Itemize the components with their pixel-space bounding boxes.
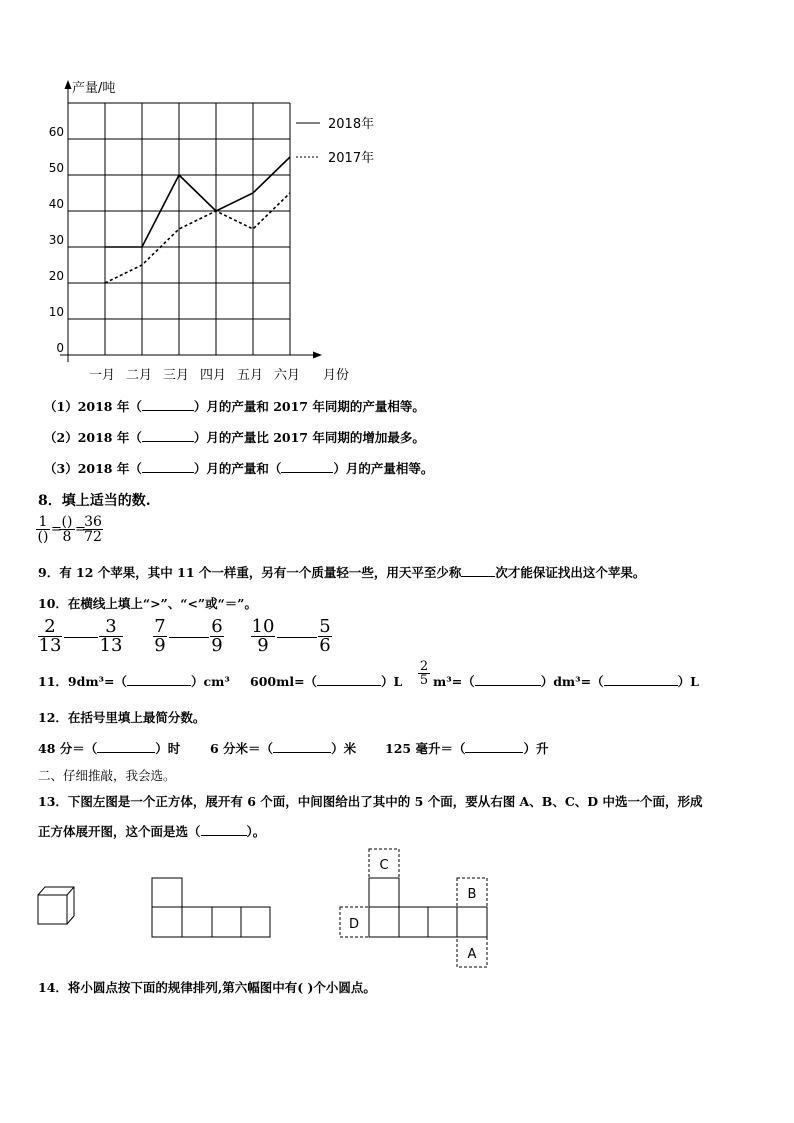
q10-p1-compare-line[interactable]	[64, 637, 98, 638]
x-axis-arrow	[313, 352, 322, 359]
q10-p3-compare-line[interactable]	[277, 637, 317, 638]
q10-p3-left-fraction: 10 9	[251, 616, 275, 656]
q11-fraction: 2 5	[419, 659, 429, 688]
answer-blank[interactable]	[201, 823, 247, 836]
q13-figures	[0, 840, 560, 970]
q12-part-a: 48 分＝（ ）时	[38, 741, 181, 756]
legend-label-2017: 2017年	[328, 151, 375, 166]
q14-text: 14．将小圆点按下面的规律排列,第六幅图中有( )个小圆点。	[38, 980, 376, 995]
x-tick-label: 六月	[273, 368, 301, 383]
q8-fraction-2: () 8	[59, 515, 75, 544]
x-tick-label: 三月	[162, 368, 190, 383]
q7-sub3: （3）2018 年（ ）月的产量和（ ）月的产量相等。	[44, 461, 434, 476]
q10-p2-compare-line[interactable]	[169, 637, 209, 638]
y-axis-arrow	[65, 80, 72, 89]
series-line-2018	[105, 157, 290, 247]
q7-sub1: （1）2018 年（ ）月的产量和 2017 年同期的产量相等。	[44, 399, 425, 414]
partial-net-figure	[152, 878, 270, 937]
q8-title: 8．填上适当的数.	[38, 493, 151, 509]
answer-blank[interactable]	[281, 460, 333, 473]
answer-blank[interactable]	[273, 740, 331, 753]
answer-blank[interactable]	[317, 673, 381, 686]
q12-title: 12．在括号里填上最简分数。	[38, 710, 206, 725]
legend-label-2018: 2018年	[328, 117, 375, 132]
q13-line1: 13．下图左图是一个正方体，展开有 6 个面，中间图给出了其中的 5 个面，要从右图 A、B、C、D 中选一个面，形成	[38, 794, 703, 809]
option-b-label[interactable]: B	[467, 887, 477, 902]
q10-p1-left-fraction: 2 13	[38, 616, 62, 656]
q8-fraction-1: 1 ()	[37, 514, 49, 545]
x-tick-label: 二月	[125, 368, 153, 383]
answer-blank[interactable]	[142, 398, 194, 411]
option-d-label[interactable]: D	[348, 917, 360, 932]
section-2-title: 二、仔细推敲，我会选。	[38, 768, 176, 783]
q10-p2-right-fraction: 6 9	[211, 616, 223, 656]
answer-blank[interactable]	[461, 564, 495, 577]
q13-line2: 正方体展开图，这个面是选（ ）。	[38, 824, 266, 839]
q10-p2-left-fraction: 7 9	[154, 616, 166, 656]
q12-part-c: 125 毫升＝（ ）升	[385, 741, 549, 756]
q10-p1-right-fraction: 3 13	[99, 616, 123, 656]
q10-p3-right-fraction: 5 6	[319, 616, 331, 656]
q8-equals-1: =	[51, 522, 62, 537]
q11-part-c: m³=（ ）dm³=（ ）L	[433, 674, 699, 689]
q9-text: 9．有 12 个苹果，其中 11 个一样重，另有一个质量轻一些，用天平至少称 次才能保证找出这个苹果。	[38, 565, 646, 580]
q11-part-a: 11．9dm³=（ ）cm³	[38, 674, 230, 689]
y-tick-label: 40	[48, 197, 64, 211]
x-tick-label: 一月	[88, 368, 116, 383]
y-tick-label: 0	[56, 341, 64, 355]
series-line-2017	[105, 193, 290, 283]
chart-axes	[60, 80, 322, 362]
answer-blank[interactable]	[465, 740, 523, 753]
y-tick-label: 60	[48, 125, 64, 139]
q8-equals-2: =	[75, 522, 86, 537]
cube-figure	[38, 887, 74, 924]
y-tick-label: 10	[48, 305, 64, 319]
y-tick-label: 50	[48, 161, 64, 175]
x-tick-label: 五月	[236, 368, 264, 383]
answer-blank[interactable]	[604, 673, 678, 686]
x-tick-label: 四月	[199, 368, 227, 383]
chart-grid	[68, 103, 290, 355]
answer-blank[interactable]	[97, 740, 155, 753]
answer-blank[interactable]	[142, 460, 194, 473]
production-line-chart	[0, 0, 400, 395]
y-axis-label: 产量/吨	[72, 81, 116, 96]
option-c-label[interactable]: C	[379, 858, 389, 873]
answer-blank[interactable]	[475, 673, 541, 686]
answer-blank[interactable]	[142, 429, 194, 442]
q8-fraction-3: 36 72	[84, 514, 102, 545]
q11-part-b: 600ml=（ ）L	[250, 674, 403, 689]
q7-sub2: （2）2018 年（ ）月的产量比 2017 年同期的增加最多。	[44, 430, 425, 445]
answer-blank[interactable]	[127, 673, 191, 686]
y-tick-label: 30	[48, 233, 64, 247]
q12-part-b: 6 分米＝（ ）米	[210, 741, 357, 756]
option-a-label[interactable]: A	[467, 947, 477, 962]
x-axis-label: 月份	[323, 368, 350, 383]
q10-title: 10．在横线上填上“>”、“<”或“＝”。	[38, 596, 257, 611]
y-tick-label: 20	[48, 269, 64, 283]
